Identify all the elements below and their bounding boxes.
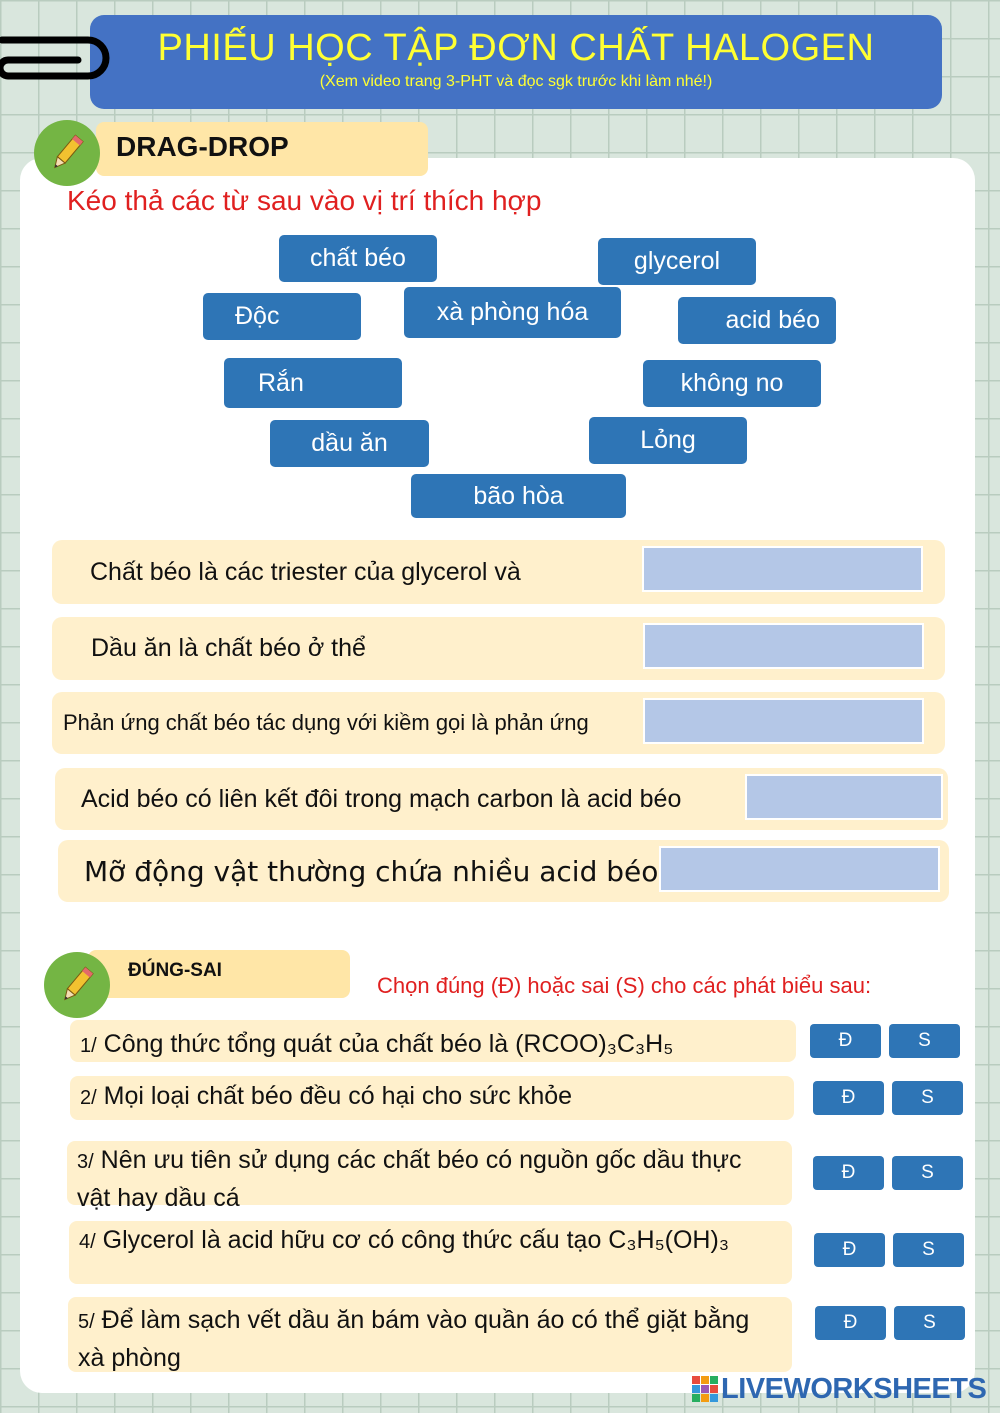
paperclip-icon	[0, 26, 112, 86]
tf-item-number: 3/	[77, 1151, 94, 1173]
statement-row-4	[55, 768, 948, 830]
pencil-icon	[44, 952, 110, 1018]
statement-text: Mỡ động vật thường chứa nhiều acid béo	[84, 854, 659, 888]
statement-text: Chất béo là các triester của glycerol và	[90, 557, 521, 586]
tf-item-text: Nên ưu tiên sử dụng các chất béo có nguồn gốc dầu thực vật hay dầu cá	[77, 1146, 742, 1212]
tf-item-number: 1/	[80, 1035, 97, 1057]
true-false-instruction: Chọn đúng (Đ) hoặc sai (S) cho các phát biểu sau:	[377, 973, 872, 998]
false-button-2[interactable]: S	[892, 1081, 963, 1115]
false-button-4[interactable]: S	[893, 1233, 964, 1267]
liveworksheets-wordmark: LIVEWORKSHEETS	[721, 1372, 987, 1405]
chip-xa-phong-hoa[interactable]: xà phòng hóa	[404, 287, 621, 338]
tf-item-3	[67, 1141, 792, 1212]
drop-zone-4[interactable]	[745, 774, 943, 820]
statement-text: Dầu ăn là chất béo ở thể	[91, 634, 366, 662]
drop-zone-1[interactable]	[642, 546, 923, 592]
chip-glycerol[interactable]: glycerol	[598, 238, 756, 285]
chip-ran[interactable]: Rắn	[224, 358, 402, 408]
tf-item-1	[70, 1020, 796, 1062]
statement-text: Acid béo có liên kết đôi trong mạch carbon là acid béo	[81, 784, 682, 813]
drag-drop-instruction: Kéo thả các từ sau vào vị trí thích hợp	[67, 185, 542, 216]
drop-zone-2[interactable]	[643, 623, 924, 669]
tf-item-number: 4/	[79, 1231, 96, 1253]
tf-item-5	[68, 1297, 792, 1372]
false-button-5[interactable]: S	[894, 1306, 965, 1340]
tf-item-number: 2/	[80, 1087, 97, 1109]
tf-item-2	[70, 1076, 794, 1120]
statement-row-1	[52, 540, 945, 604]
drop-zone-3[interactable]	[643, 698, 924, 744]
drop-zone-5[interactable]	[659, 846, 940, 892]
liveworksheets-logo	[692, 1372, 986, 1406]
statement-row-5	[58, 840, 949, 902]
liveworksheets-logo-icon	[692, 1376, 718, 1402]
tf-item-text: Glycerol là acid hữu cơ có công thức cấu tạo C₃H₅(OH)₃	[102, 1226, 729, 1254]
section-tab-dung-sai: ĐÚNG-SAI	[88, 950, 350, 998]
statement-row-2	[52, 617, 945, 680]
statement-row-3	[52, 692, 945, 754]
chip-long[interactable]: Lỏng	[589, 417, 747, 464]
chip-dau-an[interactable]: dầu ăn	[270, 420, 429, 467]
tf-item-text: Để làm sạch vết dầu ăn bám vào quần áo có thể giặt bằng xà phòng	[78, 1306, 750, 1372]
false-button-3[interactable]: S	[892, 1156, 963, 1190]
chip-chat-beo[interactable]: chất béo	[279, 235, 437, 282]
true-button-4[interactable]: Đ	[814, 1233, 885, 1267]
tf-item-text: Công thức tổng quát của chất béo là (RCOO)₃C₃H₅	[103, 1030, 674, 1058]
true-button-5[interactable]: Đ	[815, 1306, 886, 1340]
chip-doc[interactable]: Độc	[203, 293, 361, 340]
chip-khong-no[interactable]: không no	[643, 360, 821, 407]
worksheet-header	[90, 15, 942, 109]
true-button-3[interactable]: Đ	[813, 1156, 884, 1190]
worksheet-subtitle: (Xem video trang 3-PHT và đọc sgk trước khi làm nhé!)	[319, 73, 713, 90]
false-button-1[interactable]: S	[889, 1024, 960, 1058]
statement-text: Phản ứng chất béo tác dụng với kiềm gọi là phản ứng	[63, 710, 589, 735]
chip-bao-hoa[interactable]: bão hòa	[411, 474, 626, 518]
worksheet-title: PHIẾU HỌC TẬP ĐƠN CHẤT HALOGEN	[157, 27, 875, 69]
true-button-1[interactable]: Đ	[810, 1024, 881, 1058]
section-tab-drag-drop: DRAG-DROP	[96, 122, 428, 176]
chip-acid-beo[interactable]: acid béo	[678, 297, 836, 344]
tf-item-text: Mọi loại chất béo đều có hại cho sức khỏe	[103, 1082, 573, 1110]
tf-item-4	[69, 1221, 792, 1284]
true-button-2[interactable]: Đ	[813, 1081, 884, 1115]
tf-item-number: 5/	[78, 1311, 95, 1333]
pencil-icon	[34, 120, 100, 186]
